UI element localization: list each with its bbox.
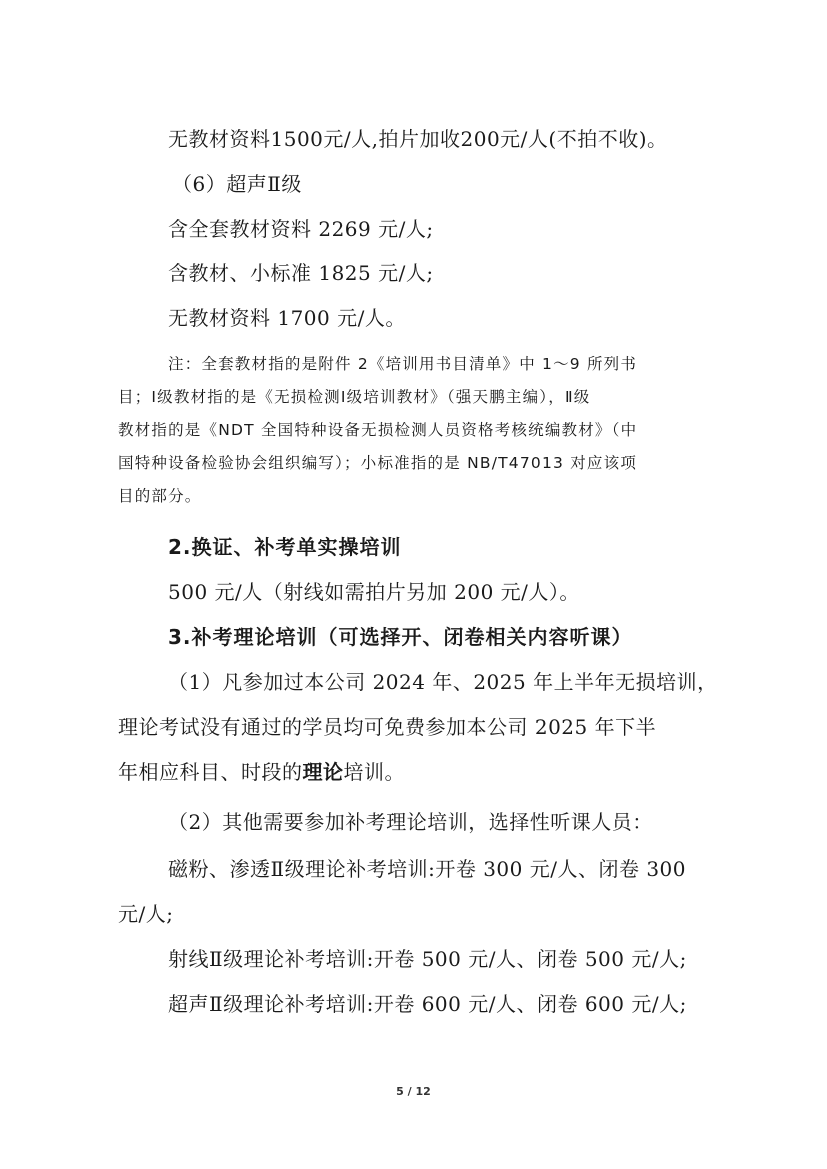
text-line-no-materials-radiography: 无教材资料1500元/人,拍片加收200元/人(不拍不收)。: [168, 127, 668, 151]
section-2-text: 500 元/人（射线如需拍片另加 200 元/人）。: [168, 580, 580, 604]
note-line-5: 目的部分。: [118, 487, 202, 505]
item-magnetic-penetrant-line-2: 元/人;: [118, 902, 174, 926]
note-line-2: 目；Ⅰ级教材指的是《无损检测Ⅰ级培训教材》（强天鹏主编），Ⅱ级: [118, 388, 591, 406]
text-line-no-materials-price: 无教材资料 1700 元/人。: [168, 306, 406, 330]
section-2-heading: 2.换证、补考单实操培训: [168, 535, 402, 559]
section-3-paragraph-1-line-3: [118, 758, 405, 786]
p1-line3-bold-theory: 理论: [302, 760, 344, 784]
section-3-paragraph-1-line-1: （1）凡参加过本公司 2024 年、2025 年上半年无损培训，: [168, 670, 718, 694]
text-line-full-materials-price: 含全套教材资料 2269 元/人;: [168, 217, 434, 241]
note-line-4: 国特种设备检验协会组织编写）；小标准指的是 NB/T47013 对应该项: [118, 454, 638, 472]
item-ultrasonic-level-2: 超声Ⅱ级理论补考培训:开卷 600 元/人、闭卷 600 元/人;: [168, 992, 687, 1016]
section-3-paragraph-1-line-2: 理论考试没有通过的学员均可免费参加本公司 2025 年下半: [118, 715, 657, 739]
page-indicator: 5 / 12: [396, 1085, 431, 1098]
p1-line3-suffix: 培训。: [343, 760, 405, 784]
note-line-3: 教材指的是《NDT 全国特种设备无损检测人员资格考核统编教材》（中: [118, 421, 638, 439]
section-3-heading: 3.补考理论培训（可选择开、闭卷相关内容听课）: [168, 625, 633, 649]
item-radiography-level-2: 射线Ⅱ级理论补考培训:开卷 500 元/人、闭卷 500 元/人;: [168, 947, 687, 971]
section-3-paragraph-2: （2）其他需要参加补考理论培训，选择性听课人员：: [168, 810, 653, 834]
p1-line3-prefix: 年相应科目、时段的: [118, 760, 303, 784]
item-magnetic-penetrant-line-1: 磁粉、渗透Ⅱ级理论补考培训:开卷 300 元/人、闭卷 300: [168, 857, 686, 881]
subheading-ultrasonic-level-2: （6）超声Ⅱ级: [172, 172, 302, 196]
note-line-1: 注：全套教材指的是附件 2《培训用书目清单》中 1～9 所列书: [168, 355, 638, 373]
text-line-materials-standard-price: 含教材、小标准 1825 元/人;: [168, 261, 434, 285]
